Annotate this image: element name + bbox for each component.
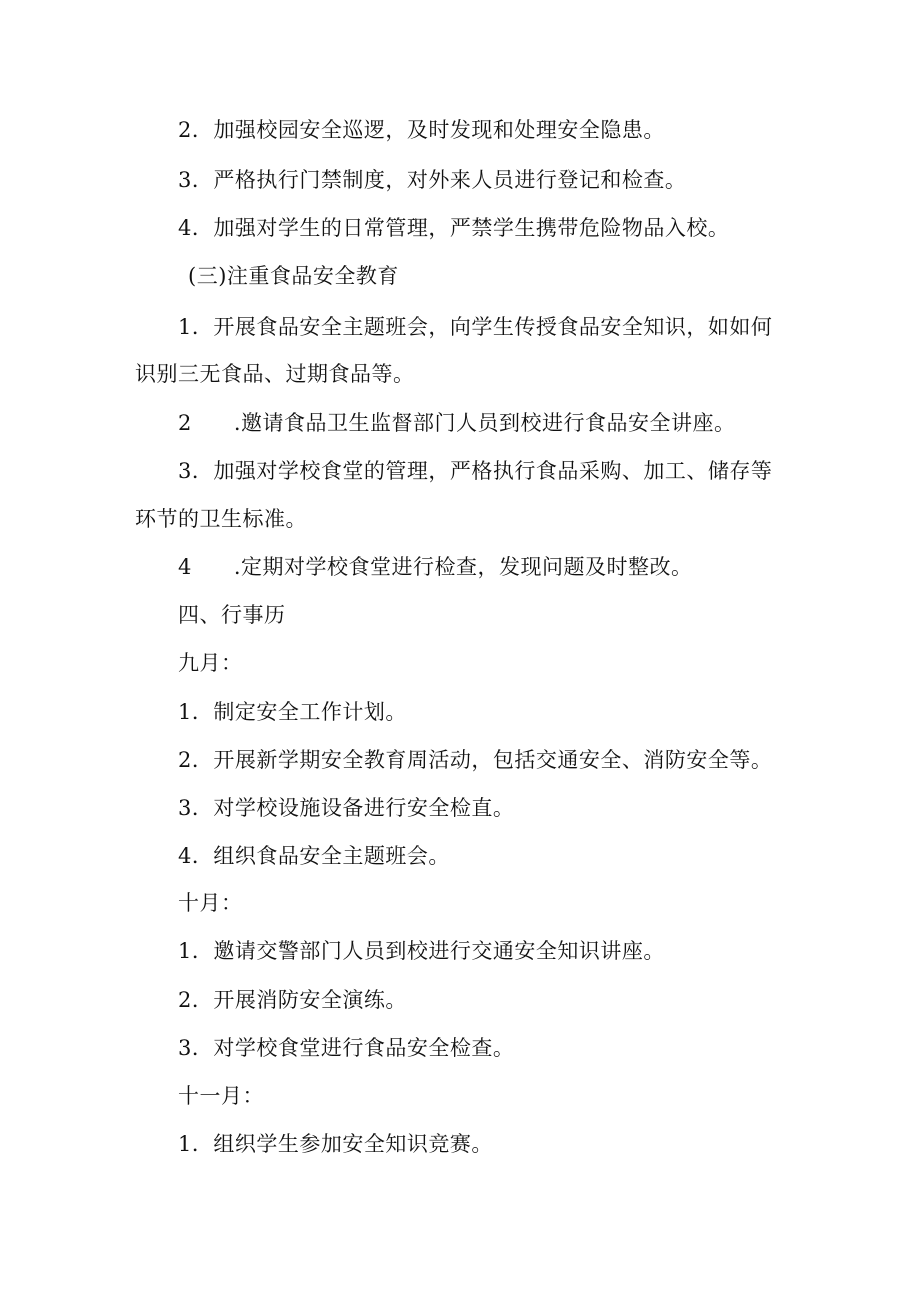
month-heading: 十一月： <box>178 1084 264 1108</box>
list-number: 4 <box>178 555 192 579</box>
paragraph: 4．加强对学生的日常管理，严禁学生携带危险物品入校。 <box>178 216 730 240</box>
list-item: 2．开展新学期安全教育周活动，包括交通安全、消防安全等。 <box>178 748 773 772</box>
paragraph: 2．加强校园安全巡逻，及时发现和处理安全隐患。 <box>178 118 665 142</box>
paragraph-continuation: 识别三无食品、过期食品等。 <box>135 362 415 386</box>
list-number: 2 <box>178 411 192 435</box>
list-item: 4．组织食品安全主题班会。 <box>178 844 450 868</box>
paragraph: 3．加强对学校食堂的管理，严格执行食品采购、加工、储存等 <box>178 459 773 483</box>
list-item: 1．邀请交警部门人员到校进行交通安全知识讲座。 <box>178 939 665 963</box>
list-text: .邀请食品卫生监督部门人员到校进行食品安全讲座。 <box>233 411 736 435</box>
paragraph-continuation: 环节的卫生标准。 <box>135 507 307 531</box>
month-heading: 九月： <box>178 651 243 675</box>
list-item: 3．对学校设施设备进行安全检直。 <box>178 796 515 820</box>
paragraph <box>178 409 736 437</box>
paragraph <box>178 553 693 581</box>
section-heading: 四、行事历 <box>178 603 286 627</box>
paragraph: 1．开展食品安全主题班会，向学生传授食品安全知识，如如何 <box>178 315 773 339</box>
paragraph: 3．严格执行门禁制度，对外来人员进行登记和检查。 <box>178 168 687 192</box>
list-item: 1．制定安全工作计划。 <box>178 700 407 724</box>
month-heading: 十月： <box>178 891 243 915</box>
list-item: 1．组织学生参加安全知识竞赛。 <box>178 1132 493 1156</box>
list-item: 3．对学校食堂进行食品安全检查。 <box>178 1036 515 1060</box>
list-text: .定期对学校食堂进行检查，发现问题及时整改。 <box>233 555 693 579</box>
section-heading: (三)注重食品安全教育 <box>188 264 399 288</box>
list-item: 2．开展消防安全演练。 <box>178 988 407 1012</box>
